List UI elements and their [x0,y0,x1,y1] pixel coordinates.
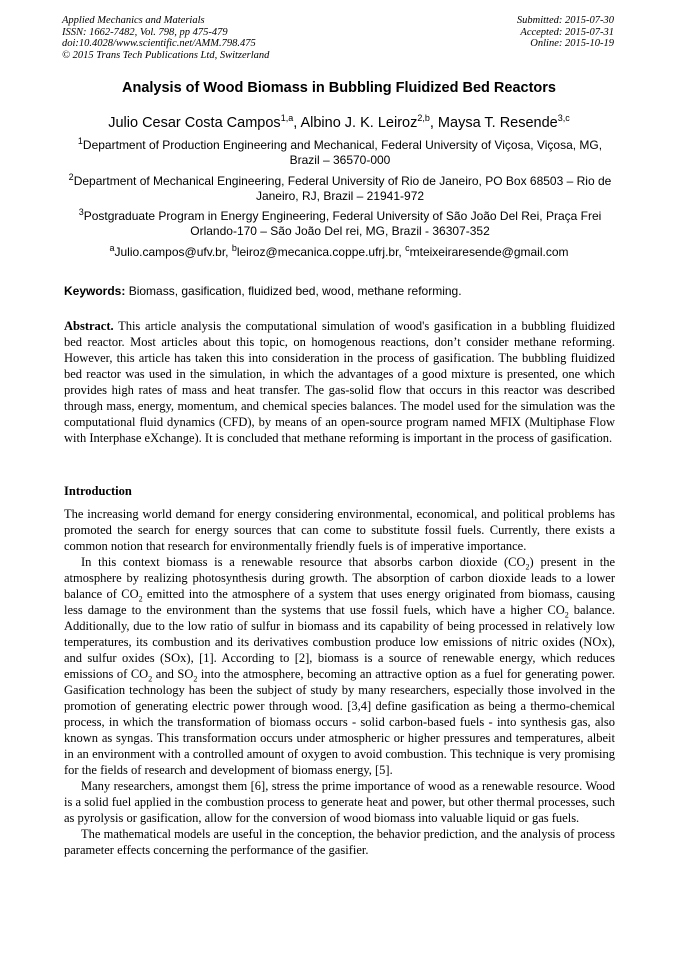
intro-paragraph-3: Many researchers, amongst them [6], stress the prime importance of wood as a renewable resource. Wood is a solid fuel applied in the combustion process to generate heat and power, but other thermal processes, such as pyrolysis or gasification, allow for the conversion of wood biomass into valuable liquid or gas fuels. [64,779,615,825]
author-name: Julio Cesar Costa Campos [108,115,281,131]
author-name: Albino J. K. Leiroz [300,115,418,131]
subscript: 2 [193,674,198,684]
affiliation-1 [64,138,616,168]
affiliation-text: Department of Production Engineering and Mechanical, Federal University of Viçosa, Viçosa, MG, Brazil – 36570-000 [82,138,603,167]
intro-paragraph-2 [64,554,615,778]
abstract-paragraph [64,318,615,446]
copyright-line: © 2015 Trans Tech Publications Ltd, Switzerland [62,49,270,61]
author-separator: , [429,115,438,131]
accepted-date: Accepted: 2015-07-31 [520,26,614,38]
text-run: ) present in the atmosphere by realizing photosynthesis during growth. The absorption of carbon dioxide leads to a lower balance of CO [64,555,615,601]
author-separator: , [293,115,301,131]
affiliation-number: 3 [78,207,84,217]
email-mark: b [231,243,237,253]
affiliation-text: Department of Mechanical Engineering, Federal University of Rio de Janeiro, PO Box 68503 – Rio de Janeiro, RJ, Brazil – 21941-972 [73,174,612,203]
intro-paragraph-1: The increasing world demand for energy considering environmental, economical, and political problems has promoted the search for energy sources that can come to substitute fossil fuels. Currently, there exists a common notion that research for environmentally friendly fuels is of imperative importance. [64,507,615,553]
keywords-line [64,284,616,298]
introduction-body [64,506,615,858]
author-name: Maysa T. Resende [437,115,558,131]
affiliation-number: 2 [68,172,74,182]
publication-dates [517,15,614,50]
text-run: emitted into the atmosphere of a system that uses energy originated from biomass, causing less damage to the environment than the systems that use fossil fuels, which have a higher CO [64,587,615,617]
introduction-heading: Introduction [64,484,132,498]
email-address[interactable]: Julio.campos@ufv.br, [114,245,232,259]
text-run: In this context biomass is a renewable resource that absorbs carbon dioxide (CO [81,555,526,569]
intro-paragraph-4: The mathematical models are useful in the conception, the behavior prediction, and the analysis of process parameter effects concerning the performance of the gasifier. [64,827,615,857]
author-affiliation-mark: 3,c [557,113,570,124]
abstract-text: This article analysis the computational simulation of wood's gasification in a bubbling fluidized bed reactor. Most articles about this topic, on homogenous reactions, don’t consider methane reforming. However, this article has taken this into consideration in the process of gasification. The bubbling fluidized bed reactor was used in the simulation, in which the advantages of a good mixture is presented, one which provides high rates of mass and heat transfer. The gas-solid flow that occurs in this reactor was described through mass, energy, momentum, and chemical species balances. The model used for the simulation was the computational fluid dynamics (CFD), by means of an open-source program named MFIX (Multiphase Flow with Interphase eXchange). It is concluded that methane reforming is important in the process of gasification. [64,319,615,445]
text-run: balance. Additionally, due to the low ratio of sulfur in biomass and its capability of being processed in relatively low temperatures, its combustion and its derivatives combustion produce low emissions of nitric oxides (NOx), and sulfur oxides (SOx), [1]. According to [2], biomass is a source of renewable energy, which reduces emissions of CO [64,603,616,681]
subscript: 2 [138,594,143,604]
affiliation-3 [64,209,616,239]
email-address[interactable]: leiroz@mecanica.coppe.ufrj.br, [236,245,406,259]
subscript: 2 [525,562,530,572]
email-mark: c [405,243,410,253]
submitted-date: Submitted: 2015-07-30 [516,15,614,26]
email-address[interactable]: mteixeiraresende@gmail.com [409,245,569,259]
doi-line: doi:10.4028/www.scientific.net/AMM.798.475 [62,38,256,49]
affiliation-text: Postgraduate Program in Energy Engineering, Federal University of São João Del Rei, Praça Frei Orlando-170 – São João Del rei, MG, Brazil - 36307-352 [83,209,602,238]
issn-line: ISSN: 1662-7482, Vol. 798, pp 475-479 [62,26,228,38]
text-run: into the atmosphere, becoming an attractive option as a fuel for generating power. Gasification technology has been the subject of study by many researchers, especially those involved in the promotion of generating electric power through wood. [3,4] define gasification as being a thermo-chemical process, in which the transformation of biomass occurs - solid carbon-based fuels - into synthesis gas, also known as syngas. This transformation occurs under atmospheric or higher pressures and temperatures, albeit in an environment with a controlled amount of oxygen to avoid combustion. This technique is very promising for the fields of research and development of biomass energy, [5]. [64,667,616,777]
subscript: 2 [564,610,569,620]
author-affiliation-mark: 2,b [417,113,430,124]
author-affiliation-mark: 1,a [280,113,294,124]
email-mark: a [109,243,115,253]
affiliation-2 [64,174,616,204]
author-emails [0,245,678,259]
online-date: Online: 2015-10-19 [530,38,614,49]
keywords-text: Biomass, gasification, fluidized bed, wood, methane reforming. [125,284,462,298]
abstract-label: Abstract. [64,319,114,333]
journal-name: Applied Mechanics and Materials [62,15,205,26]
keywords-label: Keywords: [64,284,126,298]
affiliation-number: 1 [77,136,83,146]
paper-title: Analysis of Wood Biomass in Bubbling Fluidized Bed Reactors [122,80,556,96]
publication-info [62,15,269,61]
subscript: 2 [148,674,153,684]
text-run: and SO [152,667,194,681]
author-list [0,115,678,131]
